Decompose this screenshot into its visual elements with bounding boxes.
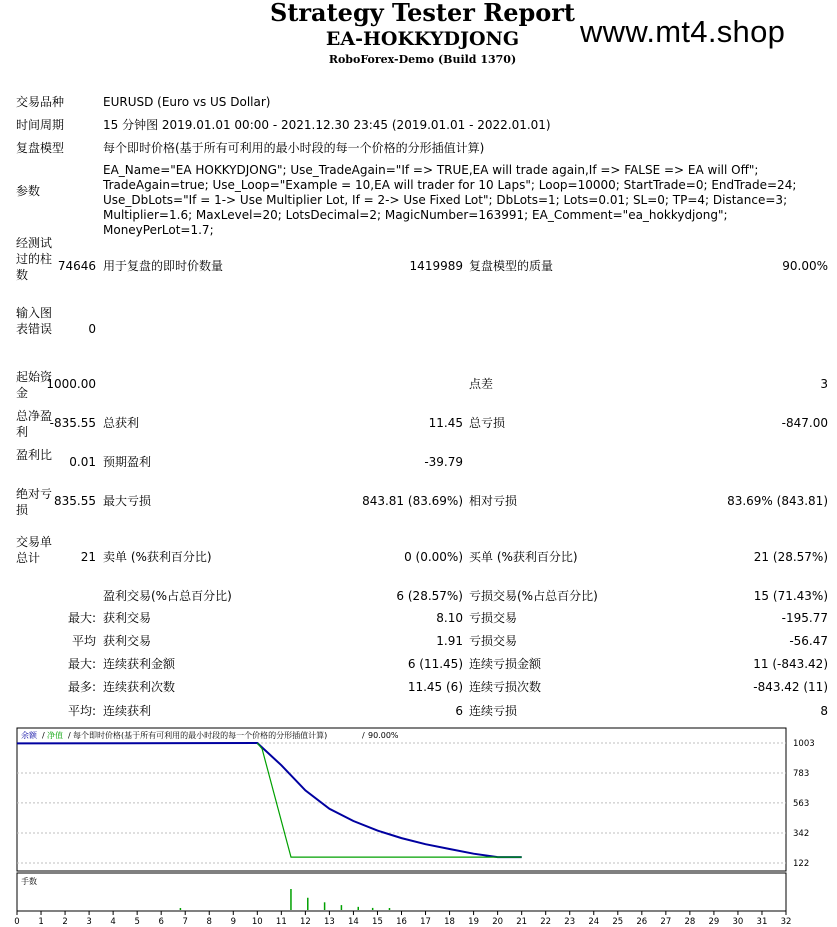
model-label: 复盘模型 xyxy=(16,141,65,155)
max-consecutive-losses-label: 连续亏损金额 xyxy=(469,657,542,671)
x-tick-label: 28 xyxy=(684,917,696,927)
legend-balance: 余额 xyxy=(21,731,37,740)
maximal-loss-label: 连续亏损次数 xyxy=(469,680,542,694)
x-tick-label: 27 xyxy=(660,917,672,927)
average-consecutive-losses-label: 连续亏损 xyxy=(469,704,518,718)
x-axis-ticks xyxy=(14,911,791,927)
x-tick-label: 1 xyxy=(38,917,44,927)
deposit-label: 起始资金 xyxy=(16,370,53,400)
ticks-label: 用于复盘的即时价数量 xyxy=(103,259,224,273)
x-tick-label: 21 xyxy=(516,917,528,927)
x-tick-label: 23 xyxy=(564,917,576,927)
y-tick-label: 783 xyxy=(793,768,810,779)
short-positions-label: 卖单 (%获利百分比) xyxy=(103,550,212,564)
deposit-value: 1000.00 xyxy=(46,377,96,391)
x-tick-label: 16 xyxy=(396,917,407,927)
x-tick-label: 30 xyxy=(732,917,744,927)
profit-factor-value: 0.01 xyxy=(69,455,96,469)
x-tick-label: 17 xyxy=(420,917,431,927)
period-value: 15 分钟图 2019.01.01 00:00 - 2021.12.30 23:45 (2019.01.01 - 2022.01.01) xyxy=(103,118,551,132)
expected-payoff-value: -39.79 xyxy=(424,455,463,469)
profit-trades-value: 6 (28.57%) xyxy=(396,589,463,603)
x-tick-label: 15 xyxy=(372,917,383,927)
spread-value: 3 xyxy=(820,377,828,391)
absolute-drawdown-value: 835.55 xyxy=(54,494,96,508)
profit-factor-label: 盈利比 xyxy=(16,448,53,462)
ticks-value: 1419989 xyxy=(409,259,463,273)
relative-drawdown-value: 83.69% (843.81) xyxy=(727,494,828,508)
x-tick-label: 32 xyxy=(780,917,792,927)
long-positions-value: 21 (28.57%) xyxy=(753,550,828,564)
plot-frame xyxy=(17,728,786,871)
ea-name: EA-HOKKYDJONG xyxy=(325,28,520,50)
largest-profit-label: 获利交易 xyxy=(103,611,152,625)
watermark-url: www.mt4.shop xyxy=(580,14,786,49)
params-label: 参数 xyxy=(16,184,41,198)
x-tick-label: 9 xyxy=(230,917,236,927)
x-tick-label: 6 xyxy=(158,917,164,927)
average-loss-value: -56.47 xyxy=(789,634,828,648)
x-tick-label: 3 xyxy=(86,917,92,927)
legend-sep-2: / xyxy=(68,731,71,740)
legend-model: 每个即时价格(基于所有可利用的最小时段的每一个价格的分形插值计算) xyxy=(73,731,328,740)
x-tick-label: 12 xyxy=(299,917,311,927)
y-tick-label: 122 xyxy=(793,859,810,869)
x-tick-label: 8 xyxy=(206,917,212,927)
y-tick-label: 1003 xyxy=(793,739,815,749)
maximal-loss-value: -843.42 (11) xyxy=(753,680,828,694)
largest-loss-value: -195.77 xyxy=(781,611,828,625)
x-tick-label: 7 xyxy=(182,917,188,927)
x-tick-label: 4 xyxy=(110,917,116,927)
x-tick-label: 22 xyxy=(540,917,552,927)
symbol-label: 交易品种 xyxy=(16,95,65,109)
quality-value: 90.00% xyxy=(782,259,828,273)
average-consecutive-losses-value: 8 xyxy=(820,704,828,718)
average-consecutive-label: 平均: xyxy=(67,704,96,718)
average-profit-value: 1.91 xyxy=(436,634,463,648)
volume-label: 手数 xyxy=(21,877,37,886)
x-tick-label: 14 xyxy=(348,917,359,927)
absolute-drawdown-label: 绝对亏损 xyxy=(16,487,53,517)
largest-profit-value: 8.10 xyxy=(436,611,463,625)
net-profit-value: -835.55 xyxy=(49,416,96,430)
bars-label: 经测试过的柱数 xyxy=(16,236,53,282)
total-trades-value: 21 xyxy=(80,550,96,564)
x-tick-label: 0 xyxy=(14,917,20,927)
model-value: 每个即时价格(基于所有可利用的最小时段的每一个价格的分形插值计算) xyxy=(103,141,485,155)
loss-trades-value: 15 (71.43%) xyxy=(753,589,828,603)
gross-loss-value: -847.00 xyxy=(781,416,828,430)
spread-label: 点差 xyxy=(469,377,494,391)
x-tick-label: 19 xyxy=(468,917,480,927)
period-label: 时间周期 xyxy=(16,118,65,132)
average-label: 平均 xyxy=(71,634,96,648)
average-profit-label: 获利交易 xyxy=(103,634,152,648)
y-tick-label: 342 xyxy=(793,829,810,840)
average-consecutive-wins-label: 连续获利 xyxy=(103,704,152,718)
x-tick-label: 13 xyxy=(323,917,335,927)
largest-label: 最大: xyxy=(67,611,96,625)
average-loss-label: 亏损交易 xyxy=(469,634,518,648)
x-tick-label: 24 xyxy=(588,917,600,927)
gross-profit-label: 总获利 xyxy=(103,416,140,430)
x-tick-label: 26 xyxy=(636,917,648,927)
params-value: EA_Name="EA HOKKYDJONG"; Use_TradeAgain="If => TRUE,EA will trade again,If => FALSE => EA will Off"; TradeAgain=true; Use_Loop="Example = 10,EA will trader for 10 Laps"; Loop=10000; StartTrade=0; EndTrade=24; Use_DbLots="If = 1-> Use Multiplier Lot, If = 2-> Use Fixed Lot"; DbLots=1; Lots=0.01; SL=0; TP=4; Distance=3; Multiplier=1.6; MaxLevel=20; LotsDecimal=2; MagicNumber=163991; EA_Comment="ea_hokkydjong"; MoneyPerLot=1.7; xyxy=(103,163,797,237)
legend-sep-3: / xyxy=(362,731,365,740)
x-tick-label: 31 xyxy=(756,917,768,927)
max-consecutive-label: 最大: xyxy=(67,657,96,671)
maximal-drawdown-label: 最大亏损 xyxy=(103,494,152,508)
legend-sep-1: / xyxy=(42,731,45,740)
x-tick-label: 10 xyxy=(251,917,263,927)
gross-profit-value: 11.45 xyxy=(428,416,463,430)
x-tick-label: 20 xyxy=(492,917,504,927)
maximal-profit-value: 11.45 (6) xyxy=(407,680,463,694)
max-consecutive-wins-label: 连续获利金额 xyxy=(103,657,176,671)
loss-trades-label: 亏损交易(%占总百分比) xyxy=(469,589,598,603)
short-positions-value: 0 (0.00%) xyxy=(404,550,463,564)
x-tick-label: 18 xyxy=(444,917,455,927)
balance-chart xyxy=(0,726,837,927)
maximal-label: 最多: xyxy=(67,680,96,694)
relative-drawdown-label: 相对亏损 xyxy=(469,494,518,508)
x-tick-label: 29 xyxy=(708,917,720,927)
profit-trades-label: 盈利交易(%占总百分比) xyxy=(103,589,232,603)
x-tick-label: 11 xyxy=(275,917,287,927)
largest-loss-label: 亏损交易 xyxy=(469,611,518,625)
gross-loss-label: 总亏损 xyxy=(469,416,506,430)
legend-equity: 净值 xyxy=(47,731,63,740)
x-tick-label: 5 xyxy=(134,917,140,927)
total-trades-label: 交易单总计 xyxy=(16,535,53,565)
quality-label: 复盘模型的质量 xyxy=(469,259,554,273)
maximal-profit-label: 连续获利次数 xyxy=(103,680,176,694)
max-consecutive-wins-value: 6 (11.45) xyxy=(407,657,463,671)
balance-plot-area xyxy=(17,728,815,871)
expected-payoff-label: 预期盈利 xyxy=(103,455,152,469)
net-profit-label: 总净盈利 xyxy=(16,409,53,439)
maximal-drawdown-value: 843.81 (83.69%) xyxy=(362,494,463,508)
average-consecutive-wins-value: 6 xyxy=(455,704,463,718)
volume-frame xyxy=(17,873,786,911)
y-axis-ticks xyxy=(793,739,815,869)
max-consecutive-losses-value: 11 (-843.42) xyxy=(753,657,828,671)
y-tick-label: 563 xyxy=(793,798,810,809)
bars-value: 74646 xyxy=(57,259,96,273)
long-positions-label: 买单 (%获利百分比) xyxy=(469,550,578,564)
legend-quality: 90.00% xyxy=(368,731,399,740)
report-title: Strategy Tester Report xyxy=(269,0,576,27)
server-build: RoboForex-Demo (Build 1370) xyxy=(328,53,517,66)
x-tick-label: 2 xyxy=(62,917,68,927)
x-tick-label: 25 xyxy=(612,917,624,927)
errors-value: 0 xyxy=(88,322,96,336)
volume-plot-area xyxy=(17,873,786,911)
errors-label: 输入图表错误 xyxy=(16,306,53,336)
symbol-value: EURUSD (Euro vs US Dollar) xyxy=(103,95,271,109)
